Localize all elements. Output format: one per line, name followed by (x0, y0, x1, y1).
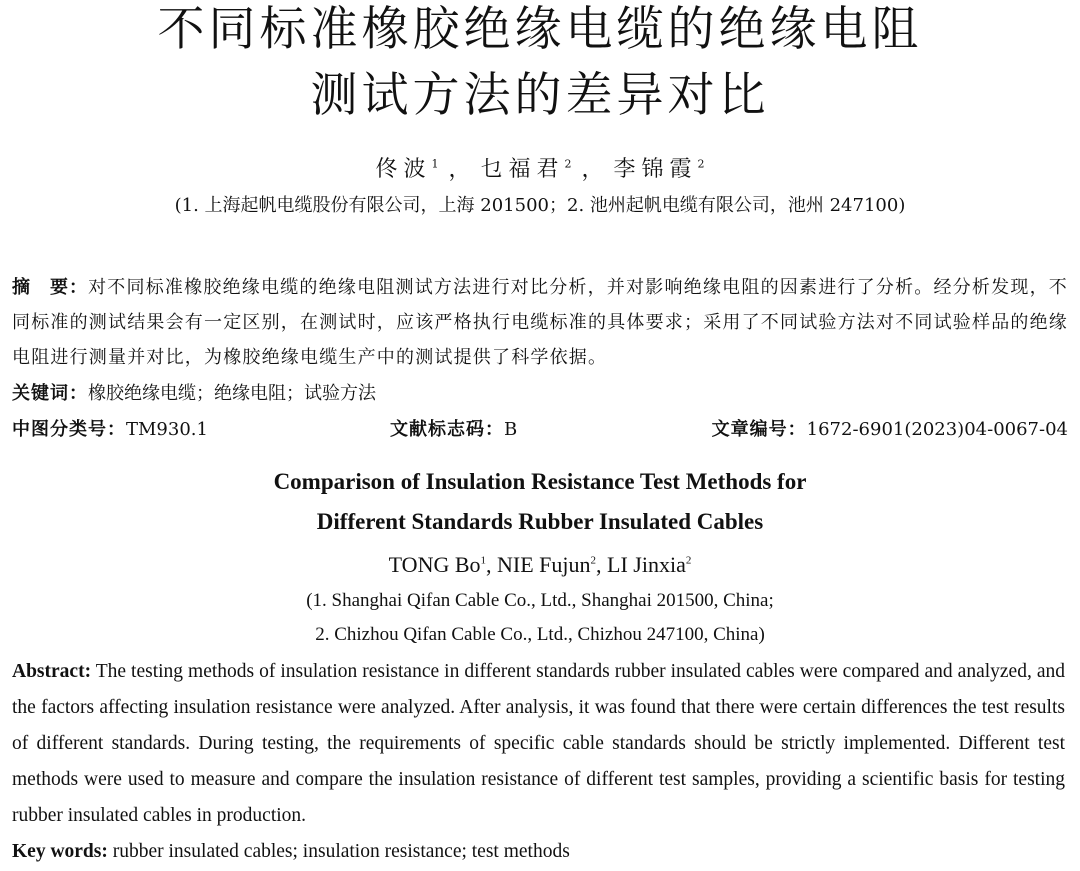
doc-code-label: 文献标志码： (390, 419, 504, 440)
cn-abstract-text: 对不同标准橡胶绝缘电缆的绝缘电阻测试方法进行对比分析，并对影响绝缘电阻的因素进行了分析。经分析发现，不同标准的测试结果会有一定区别，在测试时，应该严格执行电缆标准的具体要求；采用了不同试验方法对不同试验样品的绝缘电阻进行测量并对比，为橡胶绝缘电缆生产中的测试提供了科学依据。 (12, 277, 1068, 368)
en-author-affil-mark: 2 (590, 555, 597, 567)
cn-abstract-label: 摘 要： (12, 277, 89, 298)
en-keywords-label: Key words: (12, 841, 108, 862)
cn-author-separator: ， (448, 157, 471, 183)
en-author-separator: , (596, 552, 608, 578)
en-keywords-text: rubber insulated cables; insulation resistance; test methods (112, 841, 570, 862)
en-author-name: LI Jinxia (607, 552, 686, 578)
en-author-affil-mark: 2 (685, 555, 692, 567)
cn-author-name: 乜福君 (480, 157, 565, 183)
en-affiliation-line-2: 2. Chizhou Qifan Cable Co., Ltd., Chizhou 247100, China) (315, 624, 765, 645)
cn-keywords (12, 376, 1068, 411)
en-author-separator: , (486, 552, 498, 578)
cn-author (614, 157, 705, 182)
en-author-name: NIE Fujun (497, 552, 591, 578)
document-code (390, 412, 517, 447)
cn-author-affil-mark: 2 (697, 158, 705, 171)
clc-label: 中图分类号： (12, 419, 126, 440)
cn-keywords-text: 橡胶绝缘电缆；绝缘电阻；试验方法 (88, 383, 376, 404)
en-title-line-2: Different Standards Rubber Insulated Cables (316, 509, 764, 534)
cn-author-affil-mark: 2 (564, 158, 572, 171)
en-affiliation-line-1: (1. Shanghai Qifan Cable Co., Ltd., Shanghai 201500, China; (306, 590, 774, 611)
cn-affiliation: (1. 上海起帆电缆股份有限公司，上海 201500；2. 池州起帆电缆有限公司，池州 247100) (174, 195, 906, 216)
cn-author-name: 李锦霞 (613, 157, 698, 183)
cn-title-line-1: 不同标准橡胶绝缘电缆的绝缘电阻 (157, 2, 923, 57)
en-author (607, 552, 691, 577)
cn-author (480, 157, 571, 182)
cn-keywords-label: 关键词： (12, 383, 88, 404)
en-author-list (0, 546, 1080, 580)
cn-author-list (0, 150, 1080, 185)
en-author (497, 552, 596, 577)
en-abstract-text: The testing methods of insulation resistance in different standards rubber insulated cables were compared and analyzed, and the factors affecting insulation resistance were analyzed. After analysis, it was found that there were certain differences the test results of different standards. During testing, the requirements of specific cable standards should be strictly implemented. Different test methods were used to measure and compare the insulation resistance of different test samples, providing a scientific basis for testing rubber insulated cables in production. (12, 661, 1065, 826)
cn-author-affil-mark: 1 (431, 158, 439, 171)
clc-number (12, 412, 208, 447)
cn-author-name: 佟波 (375, 157, 432, 183)
cn-abstract (12, 270, 1068, 375)
cn-title-line-2: 测试方法的差异对比 (310, 68, 770, 123)
en-author-affil-mark: 1 (480, 555, 487, 567)
en-abstract (12, 654, 1065, 834)
en-title-line-1: Comparison of Insulation Resistance Test Methods for (273, 469, 807, 494)
article-number (712, 412, 1068, 447)
clc-value: TM930.1 (126, 419, 208, 440)
en-author-name: TONG Bo (388, 552, 481, 578)
classification-line (12, 412, 1068, 447)
article-no-value: 1672-6901(2023)04-0067-04 (806, 419, 1068, 440)
doc-code-value: B (504, 419, 518, 440)
cn-author-separator: ， (581, 157, 604, 183)
article-no-label: 文章编号： (711, 419, 807, 440)
en-abstract-label: Abstract: (12, 661, 92, 682)
en-author (389, 552, 486, 577)
en-keywords (12, 834, 1065, 870)
cn-author (375, 157, 438, 182)
